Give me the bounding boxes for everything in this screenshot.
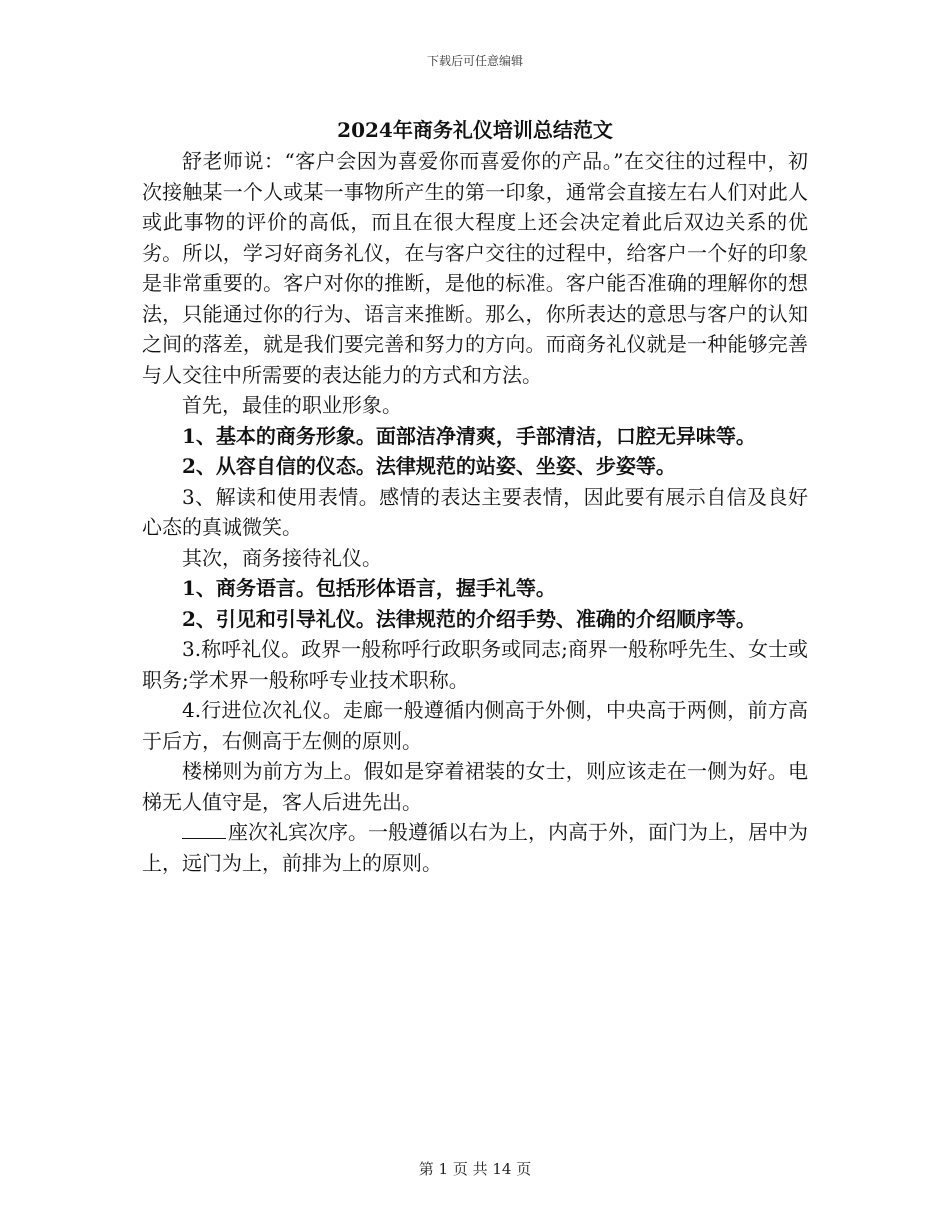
- paragraph-seating-order: [142, 817, 808, 878]
- paragraph-section-heading-2: 其次，商务接待礼仪。: [182, 545, 382, 570]
- document-title: 2024年商务礼仪培训总结范文: [337, 118, 613, 142]
- paragraph-item-2-2: 2、引见和引导礼仪。法律规范的介绍手势、准确的介绍顺序等。: [182, 606, 756, 631]
- paragraph-item-1-2: 2、从容自信的仪态。法律规范的站姿、坐姿、步姿等。: [182, 454, 676, 478]
- fill-in-blank: [182, 817, 226, 839]
- paragraph-item-2-4: 4.行进位次礼仪。走廊一般遵循内侧高于外侧，中央高于两侧，前方高于后方，右侧高于左侧的原则。: [142, 698, 808, 753]
- paragraph-item-2-3: 3.称呼礼仪。政界一般称呼行政职务或同志;商界一般称呼先生、女士或职务;学术界一般称呼专业技术职称。: [142, 637, 808, 692]
- paragraph-intro: 舒老师说：“客户会因为喜爱你而喜爱你的产品。”在交往的过程中，初次接触某一个人或某一事物所产生的第一印象，通常会直接左右人们对此人或此事物的评价的高低，而且在很大程度上还会决定着此后双边关系的优劣。所以，学习好商务礼仪，在与客户交往的过程中，给客户一个好的印象是非常重要的。客户对你的推断，是他的标准。客户能否准确的理解你的想法，只能通过你的行为、语言来推断。那么，你所表达的意思与客户的认知之间的落差，就是我们要完善和努力的方向。而商务礼仪就是一种能够完善与人交往中所需要的表达能力的方式和方法。: [142, 149, 808, 387]
- document-body: [142, 146, 808, 878]
- paragraph-seating-order-text: 座次礼宾次序。一般遵循以右为上，内高于外，面门为上，居中为上，远门为上，前排为上的原则。: [142, 820, 808, 875]
- header-note: 下载后可任意编辑: [426, 54, 523, 68]
- paragraph-item-1-3: 3、解读和使用表情。感情的表达主要表情，因此要有展示自信及良好心态的真诚微笑。: [142, 484, 808, 539]
- paragraph-stairs-elevator: 楼梯则为前方为上。假如是穿着裙装的女士，则应该走在一侧为好。电梯无人值守是，客人后进先出。: [142, 759, 808, 814]
- paragraph-section-heading-1: 首先，最佳的职业形象。: [182, 393, 402, 417]
- paragraph-item-1-1: 1、基本的商务形象。面部洁净清爽，手部清洁，口腔无异味等。: [182, 423, 756, 448]
- page-footer: 第 1 页 共 14 页: [418, 1160, 532, 1178]
- paragraph-item-2-1: 1、商务语言。包括形体语言，握手礼等。: [182, 576, 556, 600]
